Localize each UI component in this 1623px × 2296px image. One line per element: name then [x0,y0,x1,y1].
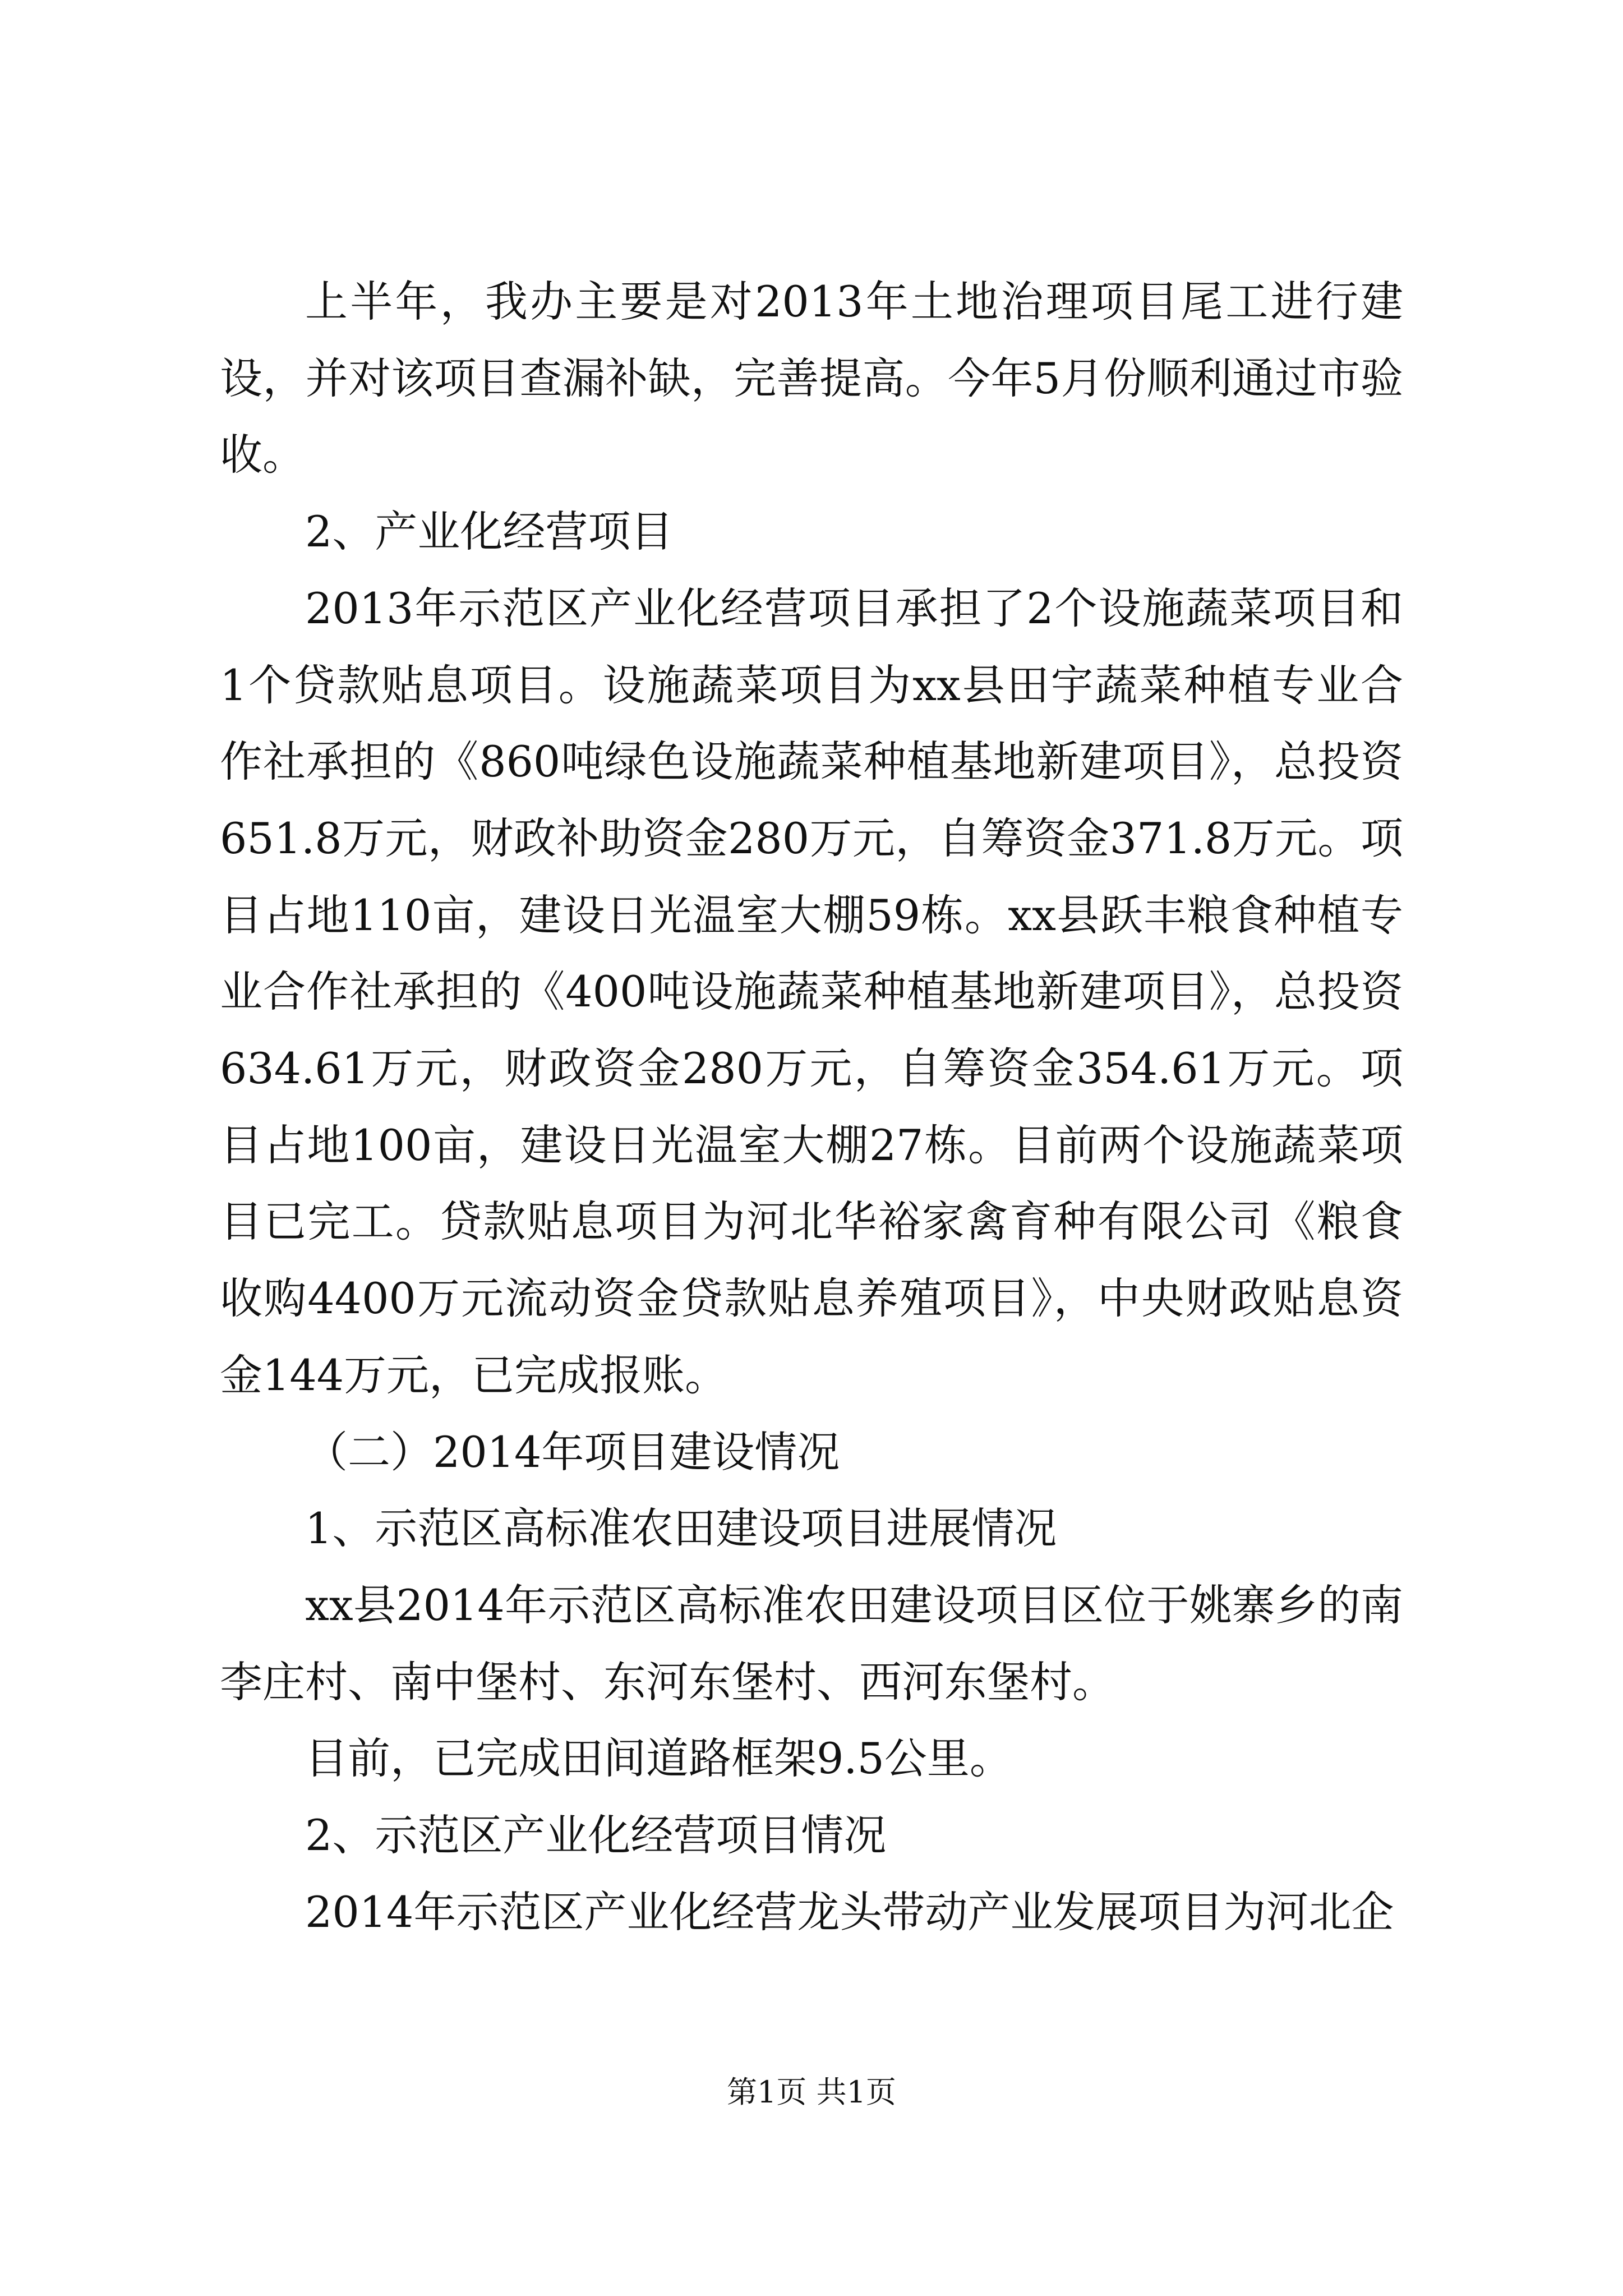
heading-industrialization-status: 2、示范区产业化经营项目情况 [305,1810,887,1861]
paragraph-2013-industrialization: 2013年示范区产业化经营项目承担了2个设施蔬菜项目和1个贷款贴息项目。设施蔬菜项目为xx县田宇蔬菜种植专业合作社承担的《860吨绿色设施蔬菜种植基地新建项目》，总投资651.8万元，财政补助资金280万元，自筹资金371.8万元。项目占地110亩，建设日光温室大棚59栋。xx县跃丰粮食种植专业合作社承担的《400吨设施蔬菜种植基地新建项目》，总投资634.61万元，财政资金280万元，自筹资金354.61万元。项目占地100亩，建设日光温室大棚27栋。目前两个设施蔬菜项目已完工。贷款贴息项目为河北华裕家禽育种有限公司《粮食收购4400万元流动资金贷款贴息养殖项目》，中央财政贴息资金144万元，已完成报账。 [220,583,1403,1400]
heading-industrialization-project: 2、产业化经营项目 [305,507,674,557]
paragraph-land-treatment: 上半年，我办主要是对2013年土地治理项目尾工进行建设，并对该项目查漏补缺，完善提高。今年5月份顺利通过市验收。 [220,277,1403,480]
paragraph-2014-project-area: xx县2014年示范区高标准农田建设项目区位于姚寨乡的南李庄村、南中堡村、东河东堡村、西河东堡村。 [220,1580,1403,1707]
paragraph-2014-industrialization: 2014年示范区产业化经营龙头带动产业发展项目为河北企 [305,1887,1394,1937]
paragraph-road-progress: 目前，已完成田间道路框架9.5公里。 [305,1733,1012,1784]
heading-farmland-progress: 1、示范区高标准农田建设项目进展情况 [305,1503,1057,1554]
page-footer: 第1页 共1页 [727,2074,896,2110]
heading-2014-construction: （二）2014年项目建设情况 [305,1427,840,1477]
document-body [220,264,1403,1950]
